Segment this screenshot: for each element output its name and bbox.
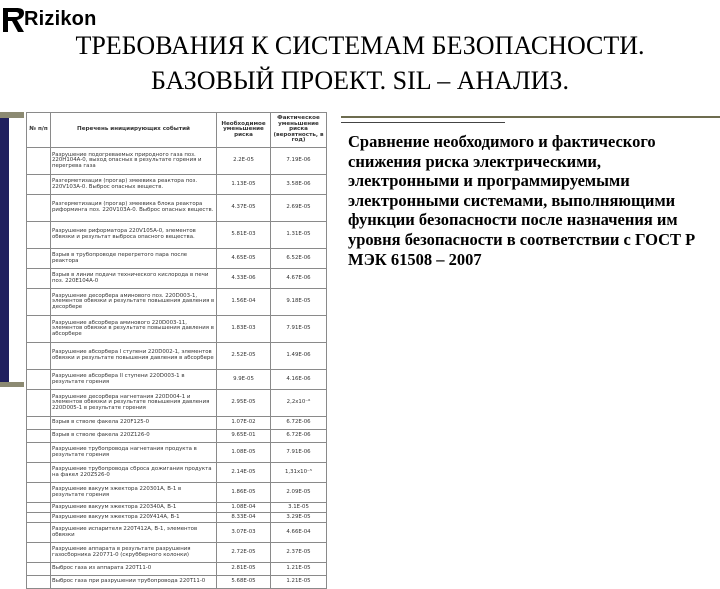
- cell-required: 9.65E-01: [217, 430, 271, 443]
- table-body: [27, 148, 327, 589]
- cell-required: 4.33E-06: [217, 269, 271, 289]
- table-row: [27, 195, 327, 222]
- cell-num: [27, 430, 51, 443]
- header-event: Перечень инициирующих событий: [51, 113, 217, 148]
- cell-event: Разрушение аппарата в результате разрушения газосборника 220771-0 (скрубберного колонки): [51, 543, 217, 563]
- table-row: [27, 563, 327, 576]
- cell-event: Разрушение подогреваемых природного газа поз. 220Н104А-0, выход опасных в результате горения и перегрева газа: [51, 148, 217, 175]
- cell-event: Разгерметизация (прогар) змеевика блока реактора риформинга поз. 220V103А-0. Выброс опасных веществ.: [51, 195, 217, 222]
- table-row: [27, 576, 327, 589]
- decorative-gap: [9, 118, 24, 382]
- cell-actual: 2.69E-05: [271, 195, 327, 222]
- cell-event: Взрыв в стволе факела 220F125-0: [51, 417, 217, 430]
- cell-actual: 3.1E-05: [271, 503, 327, 513]
- cell-actual: 9.18E-05: [271, 289, 327, 316]
- cell-required: 2.72E-05: [217, 543, 271, 563]
- cell-actual: 2.09E-05: [271, 483, 327, 503]
- risk-table-container: [26, 112, 341, 585]
- cell-required: 5.68E-05: [217, 576, 271, 589]
- cell-num: [27, 390, 51, 417]
- cell-required: 2.14E-05: [217, 463, 271, 483]
- cell-num: [27, 483, 51, 503]
- cell-num: [27, 503, 51, 513]
- table-row: [27, 417, 327, 430]
- table-row: [27, 148, 327, 175]
- cell-actual: 4.16E-06: [271, 370, 327, 390]
- cell-required: 2.95E-05: [217, 390, 271, 417]
- cell-required: 1.83E-03: [217, 316, 271, 343]
- cell-num: [27, 513, 51, 523]
- cell-event: Разрушение трубопровода сброса дожигания продукта на факел 220Z526-0: [51, 463, 217, 483]
- cell-actual: 7.91E-05: [271, 316, 327, 343]
- cell-required: 2.81E-05: [217, 563, 271, 576]
- cell-event: Разрушение вакуум эжектора 220301А, В-1 в результате горения: [51, 483, 217, 503]
- table-row: [27, 370, 327, 390]
- table-row: [27, 269, 327, 289]
- cell-event: Выброс газа из аппарата 220Т11-0: [51, 563, 217, 576]
- cell-required: 2.52E-05: [217, 343, 271, 370]
- cell-event: Разрушение испарителя 220Т412А, В-1, элементов обвязки: [51, 523, 217, 543]
- header-num: № п/п: [27, 113, 51, 148]
- cell-actual: 1,31x10⁻⁵: [271, 463, 327, 483]
- cell-event: Взрыв в линии подачи технического кислорода в печи поз. 220Е104А-0: [51, 269, 217, 289]
- cell-num: [27, 175, 51, 195]
- cell-num: [27, 576, 51, 589]
- cell-actual: 1.21E-05: [271, 576, 327, 589]
- table-row: [27, 463, 327, 483]
- table-row: [27, 175, 327, 195]
- cell-required: 1.86E-05: [217, 483, 271, 503]
- table-row: [27, 523, 327, 543]
- cell-required: 3.07E-03: [217, 523, 271, 543]
- cell-required: 1.07E-02: [217, 417, 271, 430]
- table-header-row: [27, 113, 327, 148]
- cell-num: [27, 463, 51, 483]
- header-actual: Фактическое уменьшение риска (вероятность, в год): [271, 113, 327, 148]
- cell-event: Разрушение трубопровода нагнетания продукта в результате горения: [51, 443, 217, 463]
- cell-actual: 3.29E-05: [271, 513, 327, 523]
- table-row: [27, 513, 327, 523]
- table-row: [27, 289, 327, 316]
- logo-text: Rizikon: [24, 8, 97, 30]
- table-row: [27, 249, 327, 269]
- risk-table: [26, 112, 327, 589]
- cell-actual: 6.72E-06: [271, 417, 327, 430]
- cell-num: [27, 316, 51, 343]
- cell-event: Взрыв в трубопроводе перегретого пара после реактора: [51, 249, 217, 269]
- cell-required: 5.81E-03: [217, 222, 271, 249]
- table-row: [27, 503, 327, 513]
- cell-num: [27, 289, 51, 316]
- title-line-1: ТРЕБОВАНИЯ К СИСТЕМАМ БЕЗОПАСНОСТИ.: [75, 31, 645, 60]
- cell-actual: 1.49E-06: [271, 343, 327, 370]
- cell-event: Разрушение десорбера нагнетания 220D004-1 и элементов обвязки и результате повышения давления 220D005-1 в результате горения: [51, 390, 217, 417]
- cell-event: Разрушение вакуум эжектора 220340А, В-1: [51, 503, 217, 513]
- table-row: [27, 316, 327, 343]
- cell-actual: 3.58E-06: [271, 175, 327, 195]
- cell-required: 4.65E-05: [217, 249, 271, 269]
- cell-num: [27, 543, 51, 563]
- cell-num: [27, 249, 51, 269]
- cell-required: 1.13E-05: [217, 175, 271, 195]
- cell-event: Разрушение абсорбера аминового 220D003-11, элементов обвязки в результате повышения давления в абсорбере: [51, 316, 217, 343]
- table-row: [27, 222, 327, 249]
- decorative-bar-navy: [0, 118, 9, 382]
- description-text: Сравнение необходимого и фактического снижения риска электрическими, электронными и программируемыми электронными системами, выполняющими функции безопасности после назначения им уровня безопасности в соответствии с ГОСТ Р МЭК 61508 – 2007: [348, 132, 696, 269]
- cell-num: [27, 563, 51, 576]
- cell-actual: 6.52E-06: [271, 249, 327, 269]
- cell-required: 1.08E-04: [217, 503, 271, 513]
- cell-event: Разрушение десорбера аминового поз. 220D003-1, элементов обвязки и результате повышения давления в десорбере: [51, 289, 217, 316]
- cell-actual: 2,2x10⁻⁶: [271, 390, 327, 417]
- cell-actual: 2.37E-05: [271, 543, 327, 563]
- cell-event: Разгерметизация (прогар) змеевика реактора поз. 220V103А-0. Выброс опасных веществ.: [51, 175, 217, 195]
- cell-event: Разрушение абсорбера II ступени 220D003-1 в результате горения: [51, 370, 217, 390]
- table-row: [27, 430, 327, 443]
- cell-required: 9.9E-05: [217, 370, 271, 390]
- cell-actual: 6.72E-06: [271, 430, 327, 443]
- cell-actual: 4.66E-04: [271, 523, 327, 543]
- cell-required: 1.56E-04: [217, 289, 271, 316]
- cell-num: [27, 148, 51, 175]
- table-row: [27, 443, 327, 463]
- divider-rule-short: [340, 122, 505, 123]
- cell-actual: 1.31E-05: [271, 222, 327, 249]
- cell-num: [27, 370, 51, 390]
- cell-num: [27, 269, 51, 289]
- cell-event: Выброс газа при разрушении трубопровода 220Т11-0: [51, 576, 217, 589]
- cell-required: 8.33E-04: [217, 513, 271, 523]
- cell-num: [27, 222, 51, 249]
- cell-actual: 7.91E-06: [271, 443, 327, 463]
- cell-num: [27, 523, 51, 543]
- cell-required: 1.08E-05: [217, 443, 271, 463]
- table-row: [27, 390, 327, 417]
- table-row: [27, 543, 327, 563]
- cell-num: [27, 417, 51, 430]
- table-row: [27, 483, 327, 503]
- cell-required: 2.2E-05: [217, 148, 271, 175]
- cell-event: Взрыв в стволе факела 220Z126-0: [51, 430, 217, 443]
- table-row: [27, 343, 327, 370]
- cell-actual: 4.67E-06: [271, 269, 327, 289]
- title-line-2: БАЗОВЫЙ ПРОЕКТ. SIL – АНАЛИЗ.: [151, 66, 569, 95]
- page-title: [0, 28, 720, 98]
- cell-event: Разрушение риформатора 220V105А-0, элементов обвязки и результат выброса опасного вещества.: [51, 222, 217, 249]
- cell-actual: 7.19E-06: [271, 148, 327, 175]
- cell-num: [27, 195, 51, 222]
- cell-required: 4.37E-05: [217, 195, 271, 222]
- header-required: Необходимое уменьшение риска: [217, 113, 271, 148]
- cell-actual: 1.21E-05: [271, 563, 327, 576]
- cell-num: [27, 443, 51, 463]
- cell-event: Разрушение абсорбера I ступени 220D002-1, элементов обвязки и результате повышения давления в абсорбере: [51, 343, 217, 370]
- cell-num: [27, 343, 51, 370]
- cell-event: Разрушение вакуум эжектора 220У414А, В-1: [51, 513, 217, 523]
